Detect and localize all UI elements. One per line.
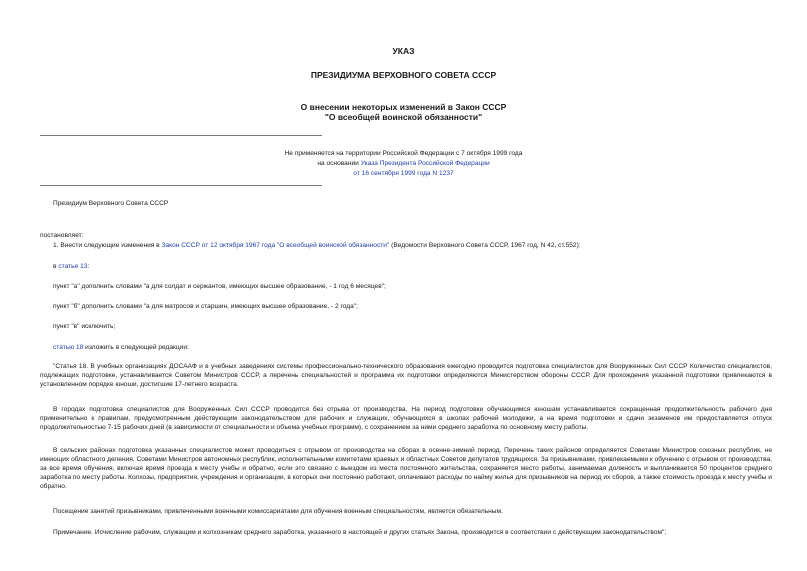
notice-line1: Не применяется на территории Российской Федерации с 7 октября 1999 года xyxy=(284,150,523,157)
article-18-para-1: "Статья 18. В учебных организациях ДОСААФ и в учебных заведениях системы профессионально-технического образования ежегодно проводится подготовка специалистов для Вооруженных Сил СССР Количество специалистов, подлежащих подготовке, устанавливается Советом Министров СССР, а перечень специальностей и программа их подготовки определяются Министерством обороны СССР. Для прохождения указанной подготовки привлекаются в установленном порядке юноши, достигшие 17-летнего возраста. xyxy=(40,363,772,388)
subject-title-line1: О внесении некоторых изменений в Закон СССР xyxy=(300,102,507,112)
article-18-line xyxy=(40,343,772,352)
doc-type-title: УКАЗ xyxy=(392,46,415,56)
divider-top xyxy=(40,135,322,136)
decree-date-link[interactable]: от 16 сентября 1999 года N 1237 xyxy=(353,170,454,177)
item-1-prefix: 1. Внести следующие изменения в xyxy=(53,242,162,249)
notice-line2 xyxy=(0,159,807,169)
article-18-suffix: изложить в следующей редакции: xyxy=(83,344,189,351)
presidium-text: Президиум Верховного Совета СССР xyxy=(53,200,169,207)
article-13-line xyxy=(40,262,772,271)
issuer-title: ПРЕЗИДИУМА ВЕРХОВНОГО СОВЕТА СССР xyxy=(310,70,497,80)
notice-line3 xyxy=(0,169,807,179)
article-18-note: Примечание. Исчисление рабочим, служащим и колхозникам среднего заработка, указанного в настоящей и других статьях Закона, производится в соответствии с действующим законодательством"; xyxy=(53,529,667,536)
subject-title-line2: "О всеобщей воинской обязанности" xyxy=(324,112,483,122)
item-1 xyxy=(40,241,772,250)
point-v: пункт "в" исключить; xyxy=(53,323,116,330)
presidential-decree-link[interactable]: Указа Президента Российской Федерации xyxy=(360,160,490,167)
article-18-para-2: В городах подготовка специалистов для Вооруженных Сил СССР проводится без отрыва от производства. На период подготовки обучающимся юношам устанавливается сокращенная продолжительность рабочего дня применительно к правилам, предусмотренным действующим законодательством для рабочих и служащих, обучающихся в школах рабочей молодежи, а на время подготовки и сдачи экзаменов им предоставляется отпуск продолжительностью 7-15 рабочих дней (в зависимости от специальности и объема учебных программ), с сохранением за ними среднего заработка по основному месту работы. xyxy=(40,406,772,431)
notice-line2-prefix: на основании xyxy=(317,160,361,167)
point-a: пункт "а" дополнить словами "а для солдат и сержантов, имеющих высшее образование, - 1 год 6 месяцев"; xyxy=(53,283,386,290)
divider-bottom xyxy=(40,185,322,186)
article-18-para-3: В сельских районах подготовка указанных специалистов может проводиться с отрывом от производства на сборах в осенне-зимний период. Перечень таких районов определяется Советами Министров союзных республик, не имеющих областного деления, Советами Министров автономных республик, исполнительными комитетами краевых и областных Советов депутатов трудящихся. За призывниками, привлекаемыми к обучению с отрывом от производства, за все время обучения, включая время проезда к месту учебы и обратно, если это связано с выездом из места постоянного жительства, сохраняется место работы, занимаемая должность и выплачивается 50 процентов среднего заработка по месту работы. Колхозы, предприятия, учреждения и организации, в которых они постоянно работают, оплачивают расходы по найму жилья для призывников на период их сборов, а также стоимость проезда к месту учебы и обратно. xyxy=(40,447,772,490)
point-b: пункт "б" дополнить словами "а для матросов и старшин, имеющих высшее образование, - 2 года"; xyxy=(53,303,358,310)
article-13-link[interactable]: статье 13 xyxy=(58,263,88,270)
article-18-para-4: Посещение занятий призывниками, привлеченными военными комиссариатами для обучения военным специальностям, является обязательным. xyxy=(53,508,503,515)
article-13-prefix: в xyxy=(53,263,59,270)
article-18-link[interactable]: статью 18 xyxy=(53,344,84,351)
article-13-suffix: : xyxy=(87,263,90,270)
law-1967-link[interactable]: Закон СССР от 12 октября 1967 года "О всеобщей воинской обязанности" xyxy=(161,242,390,249)
resolves-text: постановляет: xyxy=(40,232,84,239)
item-1-suffix: (Ведомости Верховного Совета СССР, 1967 год, N 42, ст.552): xyxy=(389,242,581,249)
